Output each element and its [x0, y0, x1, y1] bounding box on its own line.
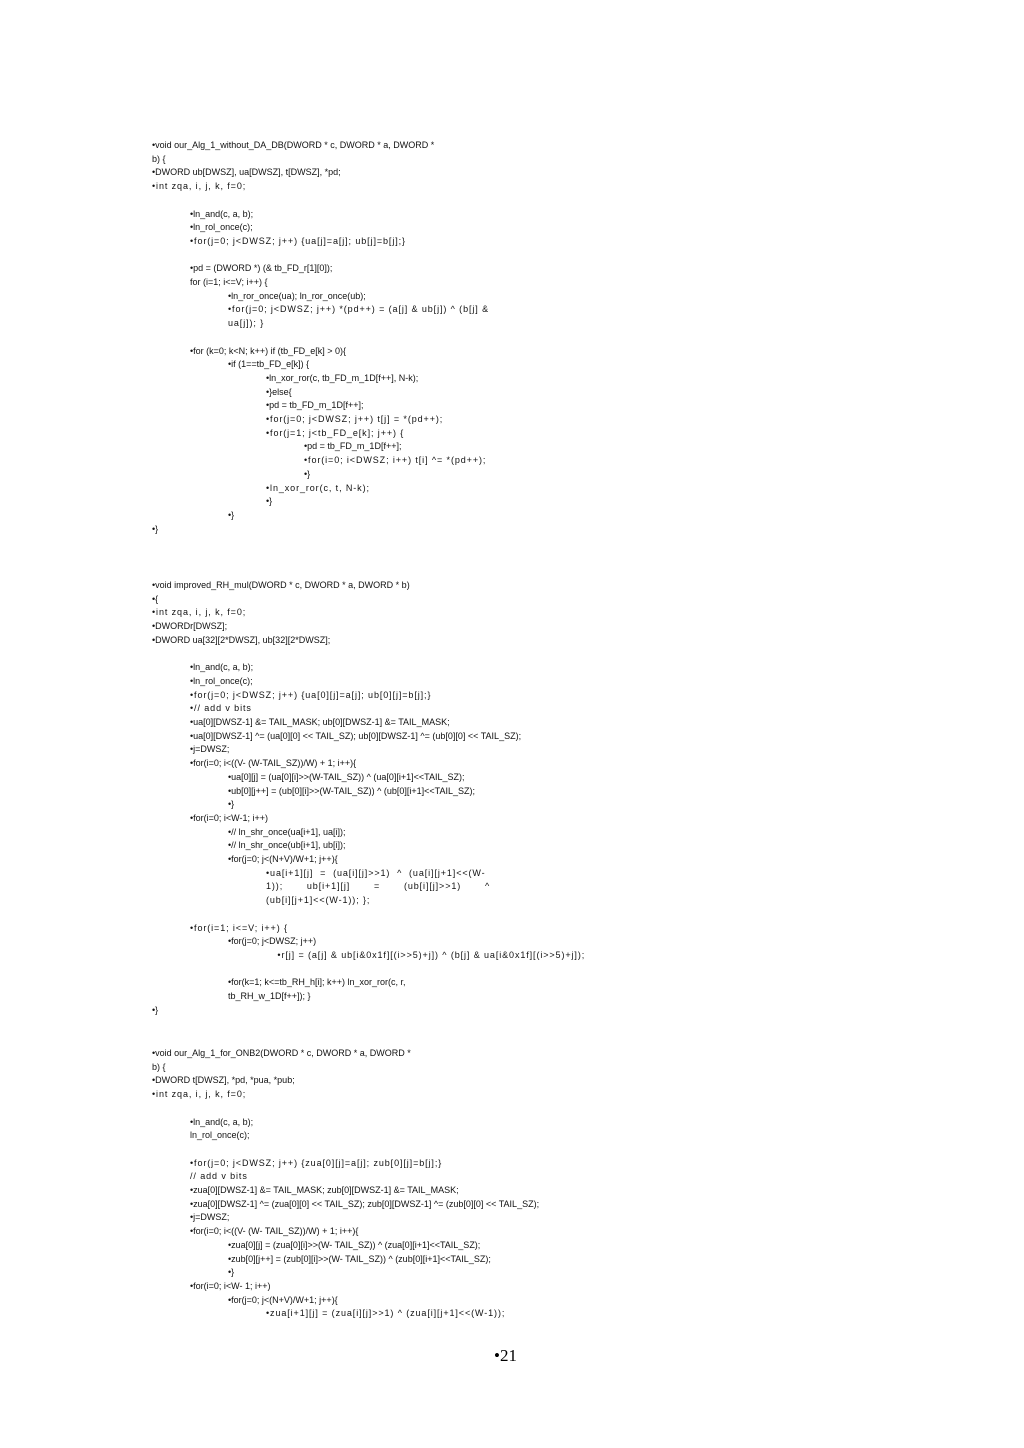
- code-line: for (i=1; i<=V; i++) {: [190, 277, 268, 287]
- code-line: •ln_xor_ror(c, tb_FD_m_1D[f++], N-k);: [266, 372, 419, 383]
- code-line: •// ln_shr_once(ua[i+1], ua[i]);: [228, 826, 346, 837]
- code-line: (ub[i][j+1]<<(W-1)); };: [266, 895, 371, 906]
- code-line: •DWORD ua[32][2*DWSZ], ub[32][2*DWSZ];: [152, 634, 331, 645]
- code-line: •for(i=0; i<W- 1; i++): [190, 1280, 271, 1291]
- code-line: •for(i=0; i<((V- (W- TAIL_SZ))/W) + 1; i++){: [190, 1226, 359, 1237]
- code-line: •for(j=1; j<tb_FD_e[k]; j++) {: [266, 427, 405, 438]
- code-line: •void our_Alg_1_for_ONB2(DWORD * c, DWORD * a, DWORD *: [152, 1048, 411, 1058]
- code-line: •ln_and(c, a, b);: [190, 662, 254, 673]
- code-line: •ua[i+1][j] = (ua[i][j]>>1) ^ (ua[i][j+1]<<(W-: [266, 867, 486, 878]
- code-line: •ua[0][j] = (ua[0][i]>>(W-TAIL_SZ)) ^ (ua[0][i+1]<<TAIL_SZ);: [228, 771, 465, 782]
- code-line: •}: [266, 496, 273, 507]
- code-line: •ln_and(c, a, b);: [190, 208, 254, 219]
- code-line: •for(j=0; j<DWSZ; j++) *(pd++) = (a[j] & ub[j]) ^ (b[j] &: [228, 304, 489, 315]
- code-line: •DWORD t[DWSZ], *pd, *pua, *pub;: [152, 1075, 295, 1086]
- code-line: ln_rol_once(c);: [190, 1130, 250, 1141]
- code-line: •pd = tb_FD_m_1D[f++];: [266, 400, 364, 411]
- code-line: •}: [228, 799, 235, 810]
- code-line: b) {: [152, 153, 166, 164]
- code-line: •ln_ror_once(ua); ln_ror_once(ub);: [228, 290, 366, 301]
- code-line: •ub[0][j++] = (ub[0][i]>>(W-TAIL_SZ)) ^ (ub[0][i+1]<<TAIL_SZ);: [228, 785, 475, 796]
- code-line: •ua[0][DWSZ-1] ^= (ua[0][0] << TAIL_SZ); ub[0][DWSZ-1] ^= (ub[0][0] << TAIL_SZ);: [190, 730, 522, 741]
- code-line: •zub[0][j++] = (zub[0][i]>>(W- TAIL_SZ)) ^ (zub[0][i+1]<<TAIL_SZ);: [228, 1253, 491, 1264]
- code-line: •for(i=0; i<W-1; i++): [190, 812, 269, 823]
- code-line: •for(i=1; i<=V; i++) {: [190, 922, 288, 933]
- code-line: •zua[i+1][j] = (zua[i][j]>>1) ^ (zua[i][j+1]<<(W-1));: [266, 1308, 506, 1319]
- code-line: •// ln_shr_once(ub[i+1], ub[i]);: [228, 840, 346, 851]
- code-line: •j=DWSZ;: [190, 744, 230, 755]
- code-line: •for(j=0; j<(N+V)/W+1; j++){: [228, 854, 338, 864]
- code-line: •zua[0][j] = (zua[0][i]>>(W- TAIL_SZ)) ^ (zua[0][i+1]<<TAIL_SZ);: [228, 1239, 481, 1250]
- code-line: •}: [228, 509, 235, 520]
- code-line: •DWORDr[DWSZ];: [152, 621, 228, 632]
- code-line: •int zqa, i, j, k, f=0;: [152, 607, 247, 618]
- page-number: •21: [494, 1346, 517, 1365]
- code-line: •ln_and(c, a, b);: [190, 1116, 254, 1127]
- code-line: •for(j=0; j<DWSZ; j++): [228, 936, 317, 947]
- code-line: •for(j=0; j<DWSZ; j++) {zua[0][j]=a[j]; zub[0][j]=b[j];}: [190, 1157, 443, 1168]
- code-line: •zua[0][DWSZ-1] ^= (zua[0][0] << TAIL_SZ); zub[0][DWSZ-1] ^= (zub[0][0] << TAIL_SZ);: [190, 1198, 540, 1209]
- code-line: •for (k=0; k<N; k++) if (tb_FD_e[k] > 0){: [190, 345, 346, 356]
- code-line: •r[j] = (a[j] & ub[i&0x1f][(i>>5)+j]) ^ (b[j] & ua[i&0x1f][(i>>5)+j]);: [277, 949, 586, 960]
- code-line: •ln_rol_once(c);: [190, 222, 253, 233]
- code-line: •for(j=0; j<(N+V)/W+1; j++){: [228, 1294, 338, 1305]
- code-line: •ua[0][DWSZ-1] &= TAIL_MASK; ub[0][DWSZ-1] &= TAIL_MASK;: [190, 717, 450, 727]
- code-line: tb_RH_w_1D[f++]); }: [228, 991, 311, 1001]
- code-line: •// add v bits: [190, 703, 252, 714]
- code-line: •zua[0][DWSZ-1] &= TAIL_MASK; zub[0][DWSZ-1] &= TAIL_MASK;: [190, 1185, 459, 1195]
- code-line: •ln_xor_ror(c, t, N-k);: [266, 482, 370, 493]
- code-line: •}: [304, 468, 311, 479]
- code-line: •{: [152, 593, 159, 604]
- code-line: •DWORD ub[DWSZ], ua[DWSZ], t[DWSZ], *pd;: [152, 167, 341, 178]
- code-line: // add v bits: [190, 1171, 248, 1182]
- code-line: •void improved_RH_mul(DWORD * c, DWORD * a, DWORD * b): [152, 580, 410, 590]
- code-line: •}: [152, 1004, 159, 1015]
- code-line: •for(j=0; j<DWSZ; j++) t[j] = *(pd++);: [266, 414, 444, 424]
- code-line: •int zqa, i, j, k, f=0;: [152, 1089, 247, 1100]
- code-line: •j=DWSZ;: [190, 1212, 230, 1223]
- code-line: •for(i=0; i<DWSZ; i++) t[i] ^= *(pd++);: [304, 455, 487, 466]
- code-line: •for(k=1; k<=tb_RH_h[i]; k++) ln_xor_ror(c, r,: [228, 977, 406, 988]
- code-line: 1)); ub[i+1][j] = (ub[i][j]>>1) ^: [266, 881, 491, 892]
- code-line: •}: [228, 1267, 235, 1278]
- code-line: •for(j=0; j<DWSZ; j++) {ua[0][j]=a[j]; ub[0][j]=b[j];}: [190, 689, 432, 700]
- code-line: •for(i=0; i<((V- (W-TAIL_SZ))/W) + 1; i++){: [190, 758, 357, 769]
- code-line: •}: [152, 523, 159, 534]
- code-line: •}else{: [266, 386, 292, 397]
- code-line: ua[j]); }: [228, 318, 265, 329]
- code-line: •if (1==tb_FD_e[k]) {: [228, 359, 310, 370]
- code-line: •pd = tb_FD_m_1D[f++];: [304, 441, 402, 452]
- code-line: •for(j=0; j<DWSZ; j++) {ua[j]=a[j]; ub[j]=b[j];}: [190, 235, 406, 246]
- code-line: •int zqa, i, j, k, f=0;: [152, 181, 247, 192]
- code-line: •ln_rol_once(c);: [190, 675, 253, 686]
- code-line: b) {: [152, 1061, 166, 1072]
- code-line: •void our_Alg_1_without_DA_DB(DWORD * c, DWORD * a, DWORD *: [152, 140, 435, 150]
- code-line: •pd = (DWORD *) (& tb_FD_r[1][0]);: [190, 263, 333, 274]
